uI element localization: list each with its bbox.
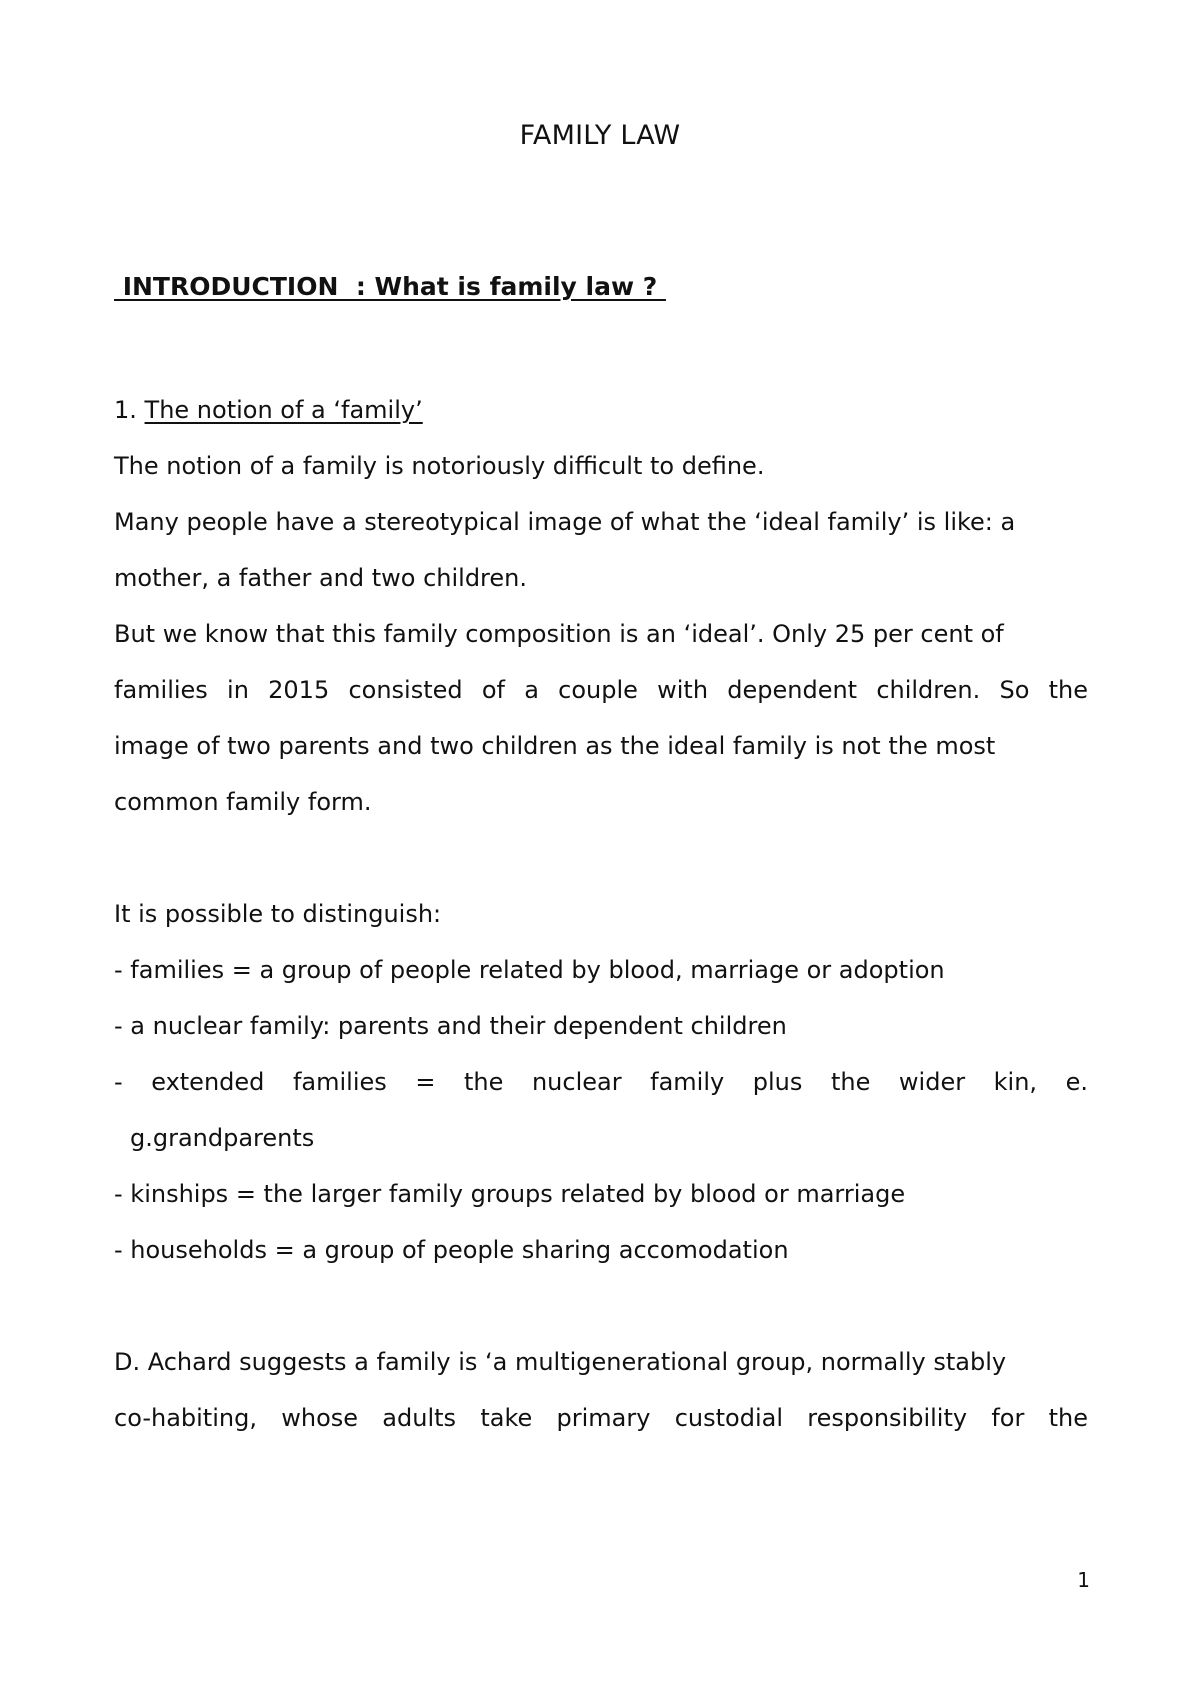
paragraph-line: mother, a father and two children. xyxy=(114,564,528,592)
section-title: The notion of a ‘family’ xyxy=(144,396,423,424)
document-body xyxy=(114,382,1088,1446)
paragraph-line: Many people have a stereotypical image of what the ‘ideal family’ is like: a xyxy=(114,508,1016,536)
document-title: FAMILY LAW xyxy=(519,120,681,151)
distinguish-intro: It is possible to distinguish: xyxy=(114,900,442,928)
list-item: - extended families = the nuclear family plus the wider kin, e. xyxy=(114,1068,1088,1096)
paragraph-line: image of two parents and two children as the ideal family is not the most xyxy=(114,732,996,760)
list-item-continuation: g.grandparents xyxy=(130,1124,315,1152)
paragraph-line: The notion of a family is notoriously difficult to define. xyxy=(114,452,765,480)
paragraph-line: co-habiting, whose adults take primary custodial responsibility for the xyxy=(114,1404,1088,1432)
paragraph-line: common family form. xyxy=(114,788,372,816)
list-item: - kinships = the larger family groups related by blood or marriage xyxy=(114,1180,906,1208)
paragraph-gap xyxy=(114,1278,1088,1334)
page-number: 1 xyxy=(1077,1568,1090,1592)
section-heading xyxy=(114,382,1088,438)
introduction-heading: INTRODUCTION : What is family law ? xyxy=(114,272,666,301)
list-item: - families = a group of people related by blood, marriage or adoption xyxy=(114,956,945,984)
section-number: 1. xyxy=(114,396,145,424)
paragraph-line: But we know that this family composition is an ‘ideal’. Only 25 per cent of xyxy=(114,620,1004,648)
list-item: - a nuclear family: parents and their dependent children xyxy=(114,1012,787,1040)
list-item: - households = a group of people sharing accomodation xyxy=(114,1236,789,1264)
paragraph-line: D. Achard suggests a family is ‘a multigenerational group, normally stably xyxy=(114,1348,1007,1376)
paragraph-line: families in 2015 consisted of a couple with dependent children. So the xyxy=(114,676,1088,704)
paragraph-gap xyxy=(114,830,1088,886)
